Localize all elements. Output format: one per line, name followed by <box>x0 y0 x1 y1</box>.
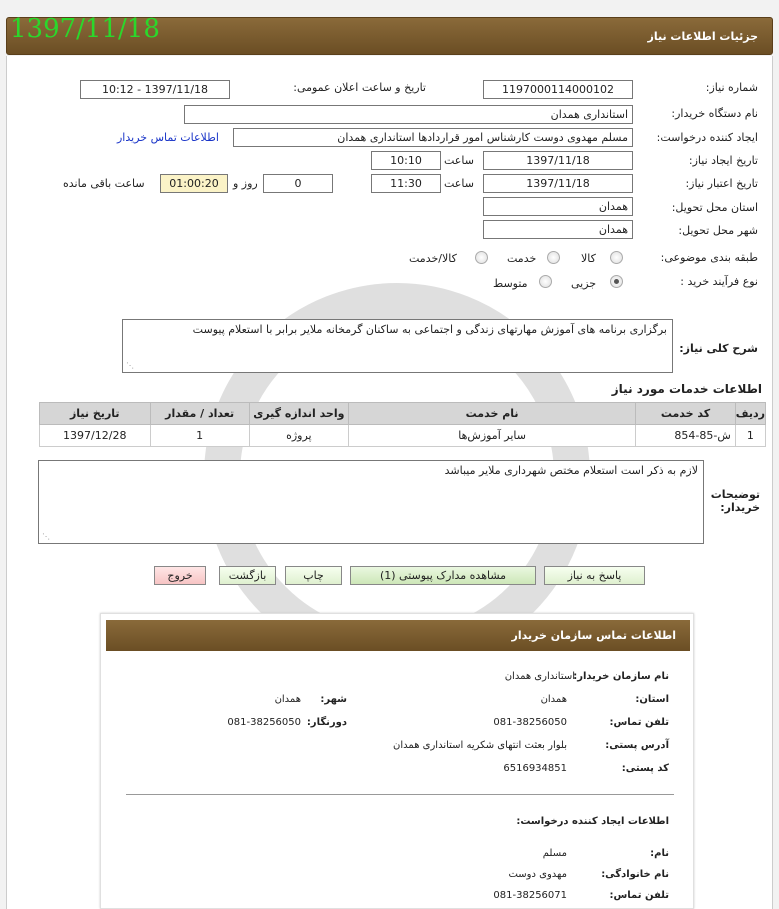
contact-phone-label: تلفن تماس: <box>609 717 669 728</box>
col-date: تاريخ نياز <box>40 403 151 425</box>
contact-city-label: شهر: <box>320 694 347 705</box>
contact-address-label: آدرس پستی: <box>605 740 669 751</box>
page-title: جزئيات اطلاعات نياز <box>647 30 758 43</box>
need-number-field: 1197000114000102 <box>483 80 633 99</box>
contact-fax-label: دورنگار: <box>306 717 347 728</box>
buyer-notes-field <box>38 460 704 544</box>
validity-time-field: 11:30 <box>371 174 441 193</box>
contact-panel <box>100 613 694 909</box>
cell-row: 1 <box>735 425 765 447</box>
cell-qty: 1 <box>150 425 249 447</box>
col-unit: واحد اندازه گيری <box>249 403 348 425</box>
contact-province-label: استان: <box>635 694 669 705</box>
buyer-notes-text: لازم به ذکر است استعلام مختص شهرداری ملاير ميباشد <box>444 464 698 477</box>
summary-text: برگزاری برنامه های آموزش مهارتهای زندگی و اجتماعی به ساکنان گرمخانه ملاير برابر با استعلام پيوست <box>192 323 667 336</box>
contact-org-value: استانداری همدان <box>504 671 575 682</box>
remaining-label: ساعت باقی مانده <box>63 177 145 190</box>
need-number-label: شماره نياز: <box>705 81 758 94</box>
city-field: همدان <box>483 220 633 239</box>
services-title: اطلاعات خدمات مورد نياز <box>611 382 762 396</box>
category-label: طبقه بندی موضوعی: <box>660 251 758 264</box>
category-both-radio[interactable] <box>475 251 488 264</box>
cell-date: 1397/12/28 <box>40 425 151 447</box>
announce-field: 1397/11/18 - 10:12 <box>80 80 230 99</box>
cell-name: ساير آموزش‌ها <box>348 425 635 447</box>
col-name: نام خدمت <box>348 403 635 425</box>
buyer-org-label: نام دستگاه خريدار: <box>671 107 758 120</box>
print-button[interactable]: چاپ <box>285 566 342 585</box>
process-minor-radio[interactable] <box>610 275 623 288</box>
back-button[interactable]: بازگشت <box>219 566 276 585</box>
cell-unit: پروژه <box>249 425 348 447</box>
divider <box>126 794 674 795</box>
contact-phone-value: 081-38256050 <box>493 717 567 728</box>
col-code: کد خدمت <box>636 403 736 425</box>
category-both-label: کالا/خدمت <box>409 252 457 265</box>
table-row <box>40 425 766 447</box>
creator-family-value: مهدوی دوست <box>508 869 567 880</box>
creator-label: ايجاد کننده درخواست: <box>656 131 758 144</box>
contact-postal-label: کد پستی: <box>621 763 669 774</box>
summary-label: شرح کلی نياز: <box>679 342 758 355</box>
creator-section-title: اطلاعات ايجاد کننده درخواست: <box>516 816 669 827</box>
resize-grip-icon[interactable]: ⋰ <box>42 532 50 541</box>
created-time-field: 10:10 <box>371 151 441 170</box>
process-label: نوع فرآيند خريد : <box>680 275 758 288</box>
created-date-field: 1397/11/18 <box>483 151 633 170</box>
creator-name-value: مسلم <box>542 848 567 859</box>
reply-button[interactable]: پاسخ به نياز <box>544 566 645 585</box>
contact-fax-value: 081-38256050 <box>227 717 301 728</box>
services-table <box>39 402 766 447</box>
overlay-date: 1397/11/18 <box>10 14 160 44</box>
province-field: همدان <box>483 197 633 216</box>
created-label: تاريخ ايجاد نياز: <box>688 154 758 167</box>
created-time-label: ساعت <box>444 154 474 167</box>
attachments-button[interactable]: مشاهده مدارک پيوستی (1) <box>350 566 536 585</box>
announce-label: تاريخ و ساعت اعلان عمومی: <box>293 81 426 94</box>
creator-phone-label: تلفن تماس: <box>609 890 669 901</box>
validity-time-label: ساعت <box>444 177 474 190</box>
validity-label: تاريخ اعتبار نياز: <box>685 177 758 190</box>
process-minor-label: جزيی <box>571 277 597 290</box>
province-label: استان محل تحويل: <box>671 201 758 214</box>
contact-panel-header <box>106 620 690 651</box>
services-header-row <box>40 403 766 425</box>
process-medium-label: متوسط <box>493 277 528 290</box>
buyer-contact-link[interactable]: اطلاعات تماس خريدار <box>117 131 219 144</box>
city-label: شهر محل تحويل: <box>678 224 758 237</box>
contact-province-value: همدان <box>540 694 567 705</box>
buyer-notes-label: توضيحات خريدار: <box>710 488 760 514</box>
category-goods-radio[interactable] <box>610 251 623 264</box>
days-label: روز و <box>233 177 258 190</box>
col-qty: تعداد / مقدار <box>150 403 249 425</box>
cell-code: ش-85-854 <box>636 425 736 447</box>
days-field: 0 <box>263 174 333 193</box>
creator-phone-value: 081-38256071 <box>493 890 567 901</box>
contact-org-label: نام سازمان خريدار: <box>573 671 669 682</box>
contact-postal-value: 6516934851 <box>503 763 567 774</box>
validity-date-field: 1397/11/18 <box>483 174 633 193</box>
contact-panel-title: اطلاعات تماس سازمان خريدار <box>511 629 676 642</box>
category-goods-label: کالا <box>581 252 596 265</box>
category-service-radio[interactable] <box>547 251 560 264</box>
creator-field: مسلم مهدوی دوست کارشناس امور قراردادها استانداری همدان <box>233 128 633 147</box>
process-medium-radio[interactable] <box>539 275 552 288</box>
resize-grip-icon[interactable]: ⋰ <box>126 361 134 370</box>
contact-city-value: همدان <box>274 694 301 705</box>
exit-button[interactable]: خروج <box>154 566 206 585</box>
summary-field <box>122 319 673 373</box>
creator-family-label: نام خانوادگی: <box>601 869 669 880</box>
creator-name-label: نام: <box>650 848 669 859</box>
col-row: رديف <box>735 403 765 425</box>
category-service-label: خدمت <box>507 252 537 265</box>
contact-address-value: بلوار بعثت انتهای شکريه استانداری همدان <box>393 740 567 751</box>
remaining-time-field: 01:00:20 <box>160 174 228 193</box>
buyer-org-field: استانداری همدان <box>184 105 633 124</box>
